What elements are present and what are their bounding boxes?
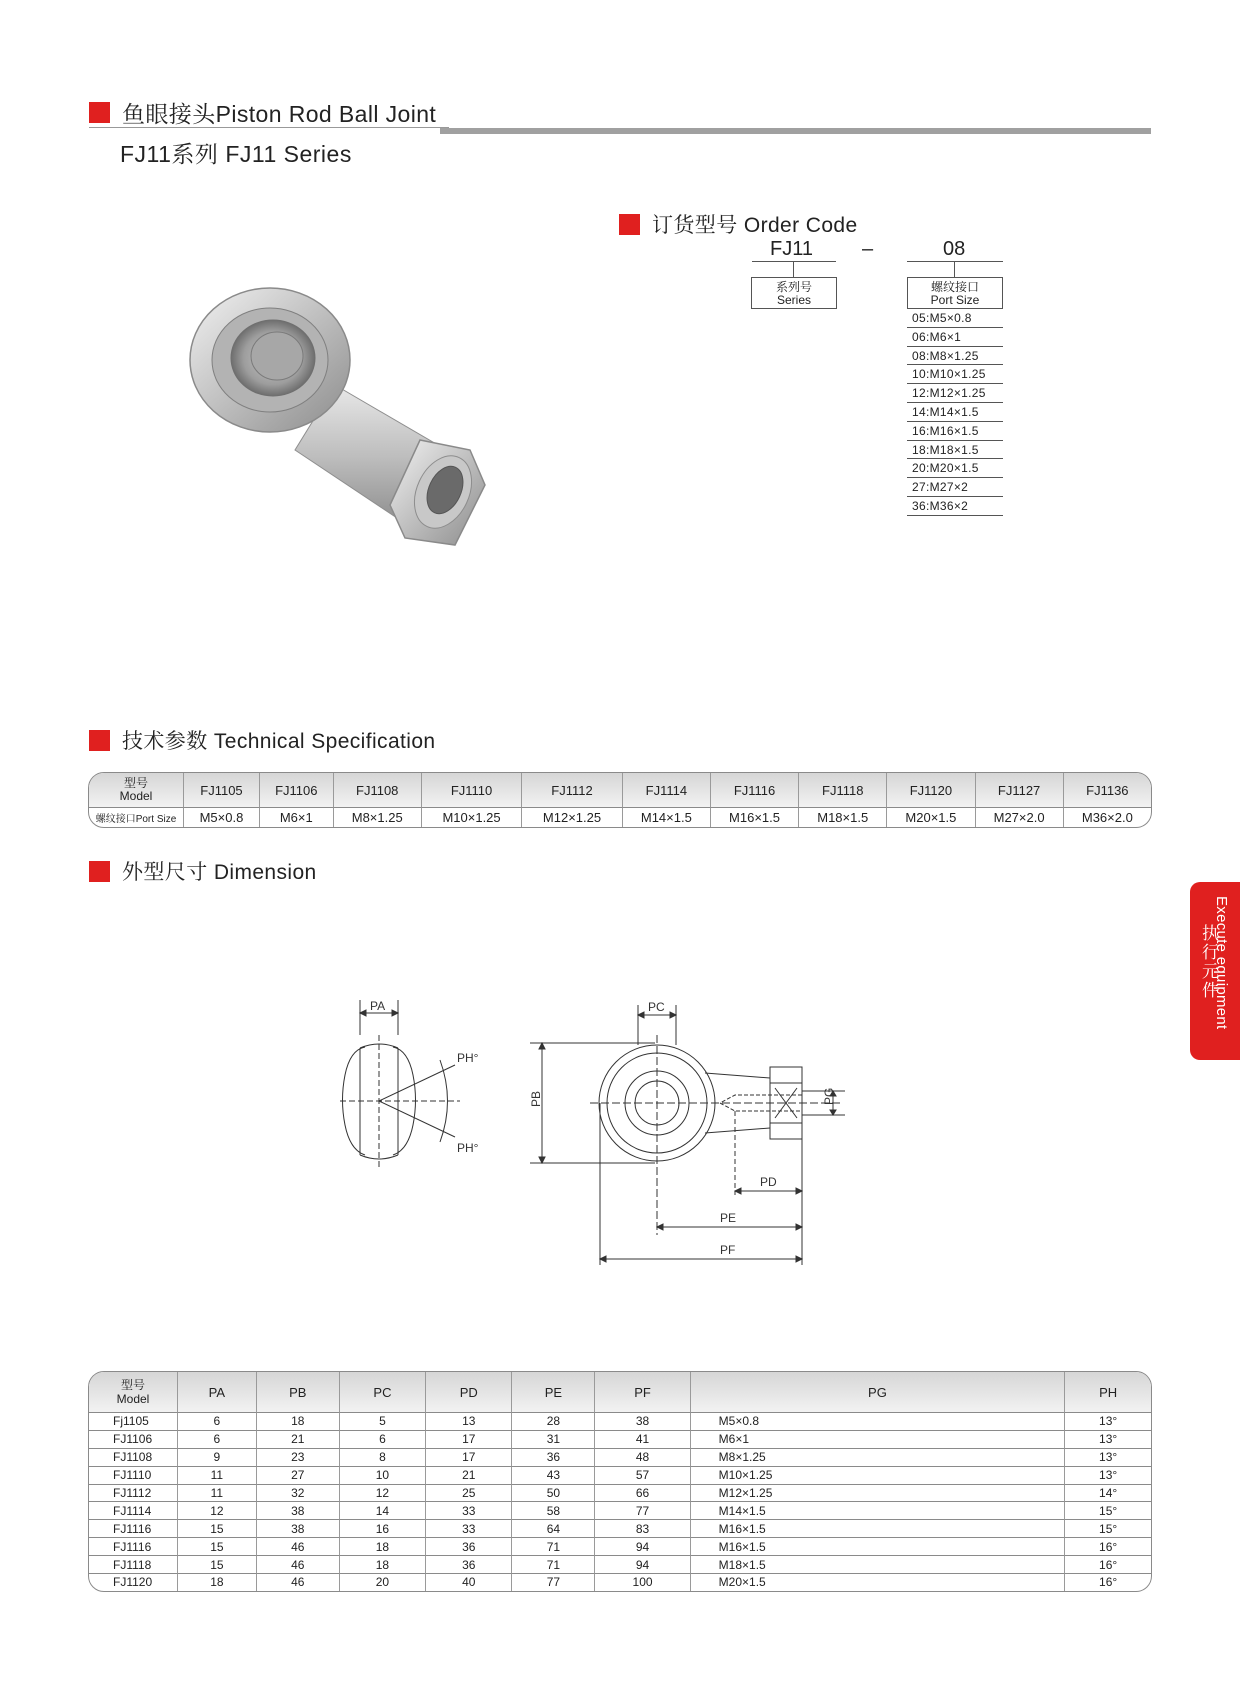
table-cell: FJ1112 — [89, 1484, 177, 1502]
model-label-en: Model — [119, 789, 153, 803]
port-connector — [954, 261, 955, 277]
table-cell: 13 — [425, 1412, 511, 1430]
series-connector — [793, 261, 794, 277]
order-code-title: 订货型号 Order Code — [652, 214, 858, 237]
table-row — [89, 1448, 1151, 1466]
table-cell: 46 — [256, 1537, 339, 1555]
table-cell: 13° — [1064, 1412, 1151, 1430]
list-item: 18:M18×1.5 — [907, 441, 1003, 460]
table-row — [89, 1484, 1151, 1502]
column-header: FJ1118 — [798, 773, 886, 807]
table-cell: 13° — [1064, 1430, 1151, 1448]
table-cell: 16° — [1064, 1555, 1151, 1573]
table-cell: 94 — [594, 1555, 689, 1573]
model-label-en: Model — [116, 1392, 150, 1406]
series-title: FJ11系列 FJ11 Series — [120, 141, 352, 167]
column-header: PE — [511, 1372, 594, 1412]
dim-label-pg: PG — [822, 1087, 836, 1105]
table-row — [89, 1501, 1151, 1519]
table-cell: 21 — [256, 1430, 339, 1448]
column-header: FJ1108 — [333, 773, 421, 807]
front-view — [529, 1000, 845, 1265]
column-header: PB — [256, 1372, 339, 1412]
table-cell: 15° — [1064, 1519, 1151, 1537]
list-item: 20:M20×1.5 — [907, 459, 1003, 478]
table-cell: 40 — [425, 1573, 511, 1591]
red-square-icon — [619, 214, 640, 235]
table-cell: 100 — [594, 1573, 689, 1591]
tech-spec-table — [88, 772, 1152, 828]
dimension-table — [88, 1371, 1152, 1592]
table-cell: FJ1118 — [89, 1555, 177, 1573]
table-cell: 28 — [511, 1412, 594, 1430]
table-cell: M36×2.0 — [1063, 807, 1151, 827]
table-cell: 31 — [511, 1430, 594, 1448]
table-cell: M16×1.5 — [690, 1519, 1065, 1537]
table-cell: 12 — [339, 1484, 425, 1502]
table-cell: 16 — [339, 1519, 425, 1537]
table-cell: 18 — [339, 1555, 425, 1573]
table-cell: M12×1.25 — [521, 807, 621, 827]
dimension-title: 外型尺寸 Dimension — [122, 861, 317, 884]
table-cell: M10×1.25 — [690, 1466, 1065, 1484]
table-cell: 77 — [594, 1501, 689, 1519]
table-cell: M5×0.8 — [183, 807, 259, 827]
model-label-zh: 型号 — [120, 1378, 145, 1392]
table-cell: 38 — [594, 1412, 689, 1430]
red-square-icon — [89, 102, 110, 123]
table-cell: 15 — [177, 1555, 256, 1573]
table-cell: M6×1 — [259, 807, 333, 827]
side-view — [340, 999, 479, 1170]
table-cell: 23 — [256, 1448, 339, 1466]
column-header: PA — [177, 1372, 256, 1412]
table-cell: M16×1.5 — [710, 807, 798, 827]
series-code: FJ11 — [770, 238, 813, 260]
table-cell: 20 — [339, 1573, 425, 1591]
table-cell: 36 — [425, 1537, 511, 1555]
column-header: FJ1105 — [183, 773, 259, 807]
port-box-zh: 螺纹接口 — [930, 280, 979, 294]
table-cell: M14×1.5 — [622, 807, 710, 827]
table-cell: 16° — [1064, 1573, 1151, 1591]
table-cell: M12×1.25 — [690, 1484, 1065, 1502]
ball-joint-product-image — [185, 280, 515, 555]
dim-label-ph-top: PH° — [457, 1051, 479, 1065]
table-cell: FJ1120 — [89, 1573, 177, 1591]
table-cell: 18 — [339, 1537, 425, 1555]
table-cell: FJ1108 — [89, 1448, 177, 1466]
header-divider-bold — [440, 128, 1151, 134]
table-cell: M20×1.5 — [886, 807, 974, 827]
port-size-box — [907, 277, 1003, 309]
column-header: FJ1120 — [886, 773, 974, 807]
column-header: FJ1106 — [259, 773, 333, 807]
dim-label-pe: PE — [720, 1211, 737, 1225]
table-row — [89, 807, 1151, 827]
table-cell: FJ1116 — [89, 1537, 177, 1555]
code-separator: – — [862, 238, 874, 260]
column-header: PG — [690, 1372, 1065, 1412]
table-cell: M8×1.25 — [333, 807, 421, 827]
list-item: 05:M5×0.8 — [907, 309, 1003, 328]
series-box-zh: 系列号 — [775, 280, 812, 294]
model-label-zh: 型号 — [123, 776, 148, 790]
list-item: 12:M12×1.25 — [907, 384, 1003, 403]
table-cell: 8 — [339, 1448, 425, 1466]
table-cell: 77 — [511, 1573, 594, 1591]
table-cell: 18 — [177, 1573, 256, 1591]
tech-spec-header — [89, 725, 436, 755]
table-cell: M16×1.5 — [690, 1537, 1065, 1555]
header-divider — [89, 127, 449, 128]
column-header: FJ1127 — [975, 773, 1063, 807]
dim-label-pa: PA — [370, 999, 386, 1013]
table-cell: 18 — [256, 1412, 339, 1430]
table-cell: M6×1 — [690, 1430, 1065, 1448]
table-cell: 71 — [511, 1555, 594, 1573]
table-cell: 36 — [511, 1448, 594, 1466]
table-cell: 64 — [511, 1519, 594, 1537]
column-header: PF — [594, 1372, 689, 1412]
model-header — [89, 1372, 177, 1412]
model-header — [89, 773, 183, 807]
column-header: FJ1114 — [622, 773, 710, 807]
table-cell: 15° — [1064, 1501, 1151, 1519]
series-box-en: Series — [776, 293, 811, 307]
column-header: FJ1110 — [421, 773, 521, 807]
table-cell: FJ1116 — [89, 1519, 177, 1537]
table-cell: M5×0.8 — [690, 1412, 1065, 1430]
table-row — [89, 1466, 1151, 1484]
column-header: FJ1112 — [521, 773, 621, 807]
tech-spec-title: 技术参数 Technical Specification — [122, 730, 436, 753]
table-row — [89, 1430, 1151, 1448]
port-size-label: 螺纹接口Port Size — [89, 807, 183, 827]
table-cell: 17 — [425, 1430, 511, 1448]
table-cell: 15 — [177, 1519, 256, 1537]
table-cell: M14×1.5 — [690, 1501, 1065, 1519]
table-cell: 94 — [594, 1537, 689, 1555]
table-cell: 33 — [425, 1519, 511, 1537]
column-header: FJ1116 — [710, 773, 798, 807]
table-cell: 9 — [177, 1448, 256, 1466]
table-row — [89, 1537, 1151, 1555]
table-cell: M10×1.25 — [421, 807, 521, 827]
list-item: 10:M10×1.25 — [907, 365, 1003, 384]
order-code-header — [619, 209, 858, 239]
table-cell: 11 — [177, 1466, 256, 1484]
table-cell: 48 — [594, 1448, 689, 1466]
page-header — [89, 96, 436, 129]
series-box — [751, 277, 837, 309]
table-cell: 57 — [594, 1466, 689, 1484]
table-cell: 17 — [425, 1448, 511, 1466]
dim-label-pc: PC — [648, 1000, 665, 1014]
column-header: PD — [425, 1372, 511, 1412]
table-cell: Fj1105 — [89, 1412, 177, 1430]
table-cell: FJ1114 — [89, 1501, 177, 1519]
dim-label-pd: PD — [760, 1175, 777, 1189]
table-cell: 33 — [425, 1501, 511, 1519]
table-cell: 5 — [339, 1412, 425, 1430]
dim-label-ph-bottom: PH° — [457, 1141, 479, 1155]
table-cell: 41 — [594, 1430, 689, 1448]
size-code: 08 — [943, 238, 966, 260]
column-header: PC — [339, 1372, 425, 1412]
table-cell: 21 — [425, 1466, 511, 1484]
list-item: 06:M6×1 — [907, 328, 1003, 347]
table-cell: 12 — [177, 1501, 256, 1519]
table-cell: 27 — [256, 1466, 339, 1484]
table-cell: M18×1.5 — [798, 807, 886, 827]
table-cell: M27×2.0 — [975, 807, 1063, 827]
list-item: 08:M8×1.25 — [907, 347, 1003, 366]
table-cell: 15 — [177, 1537, 256, 1555]
red-square-icon — [89, 861, 110, 882]
column-header: FJ1136 — [1063, 773, 1151, 807]
column-header: PH — [1064, 1372, 1151, 1412]
table-cell: 38 — [256, 1519, 339, 1537]
table-cell: 6 — [177, 1412, 256, 1430]
table-cell: M8×1.25 — [690, 1448, 1065, 1466]
size-code-rule — [907, 261, 1003, 262]
table-cell: FJ1110 — [89, 1466, 177, 1484]
table-cell: M18×1.5 — [690, 1555, 1065, 1573]
table-cell: 71 — [511, 1537, 594, 1555]
table-cell: 6 — [339, 1430, 425, 1448]
table-header-row — [89, 773, 1151, 807]
table-cell: 13° — [1064, 1466, 1151, 1484]
side-tab-en: Execute equipment — [1213, 896, 1230, 1030]
list-item: 14:M14×1.5 — [907, 403, 1003, 422]
port-size-list — [907, 309, 1003, 516]
table-cell: M20×1.5 — [690, 1573, 1065, 1591]
table-cell: 11 — [177, 1484, 256, 1502]
table-cell: 43 — [511, 1466, 594, 1484]
table-row — [89, 1412, 1151, 1430]
dim-label-pf: PF — [720, 1243, 736, 1257]
table-cell: 38 — [256, 1501, 339, 1519]
table-cell: 32 — [256, 1484, 339, 1502]
series-code-rule — [752, 261, 836, 262]
table-row — [89, 1555, 1151, 1573]
table-cell: 50 — [511, 1484, 594, 1502]
table-row — [89, 1519, 1151, 1537]
list-item: 36:M36×2 — [907, 497, 1003, 516]
table-cell: 83 — [594, 1519, 689, 1537]
side-category-tab[interactable] — [1190, 882, 1240, 1060]
page-title: 鱼眼接头Piston Rod Ball Joint — [122, 101, 437, 127]
table-cell: 14° — [1064, 1484, 1151, 1502]
table-cell: 46 — [256, 1555, 339, 1573]
dimension-header — [89, 856, 317, 886]
table-cell: 25 — [425, 1484, 511, 1502]
red-square-icon — [89, 730, 110, 751]
table-cell: 13° — [1064, 1448, 1151, 1466]
table-cell: 66 — [594, 1484, 689, 1502]
list-item: 27:M27×2 — [907, 478, 1003, 497]
dim-label-pb: PB — [529, 1090, 543, 1107]
table-cell: 6 — [177, 1430, 256, 1448]
table-cell: 14 — [339, 1501, 425, 1519]
table-cell: 36 — [425, 1555, 511, 1573]
table-cell: FJ1106 — [89, 1430, 177, 1448]
table-row — [89, 1573, 1151, 1591]
table-cell: 16° — [1064, 1537, 1151, 1555]
side-tab-zh: 执行元件 — [1199, 924, 1218, 1000]
table-header-row — [89, 1372, 1151, 1412]
table-cell: 10 — [339, 1466, 425, 1484]
table-cell: 58 — [511, 1501, 594, 1519]
port-box-en: Port Size — [930, 293, 980, 307]
dimension-drawing — [320, 995, 920, 1275]
list-item: 16:M16×1.5 — [907, 422, 1003, 441]
table-cell: 46 — [256, 1573, 339, 1591]
